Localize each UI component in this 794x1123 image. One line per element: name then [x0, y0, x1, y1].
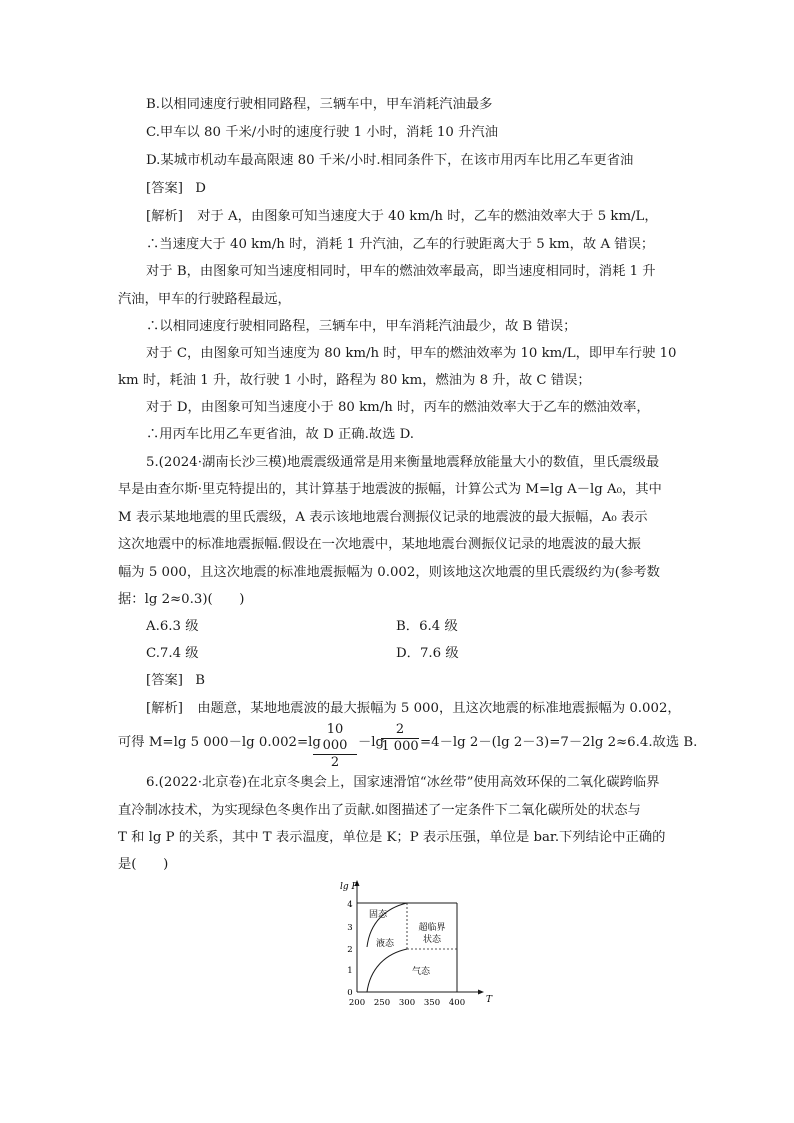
x-tick: 250 [373, 998, 391, 1008]
q5-line-6: 据：lg 2≈0.3)( ) [118, 592, 245, 607]
q5-analysis-line-2b: －lg [358, 735, 385, 750]
x-tick: 350 [423, 998, 441, 1008]
analysis-tag: [解析] [146, 209, 183, 224]
q5-answer-line [146, 671, 205, 690]
q5-answer-value: B [195, 673, 205, 688]
option-b: B.以相同速度行驶相同路程，三辆车中，甲车消耗汽油最多 [146, 97, 493, 112]
x-tick: 400 [448, 998, 466, 1008]
y-tick: 1 [347, 966, 353, 976]
x-axis-label: T [486, 995, 493, 1005]
region-supercritical-label-2: 状态 [422, 935, 442, 945]
fraction-1-denominator: 2 [330, 755, 340, 770]
fraction-1 [313, 722, 357, 771]
analysis-line-8: 对于 D，由图象可知当速度小于 80 km/h 时，丙车的燃油效率大于乙车的燃油效率， [146, 400, 650, 415]
analysis-line-2: ∴当速度大于 40 km/h 时，消耗 1 升汽油，乙车的行驶距离大于 5 km，故 A 错误； [146, 237, 655, 252]
analysis-line-5: ∴以相同速度行驶相同路程，三辆车中，甲车消耗汽油最少，故 B 错误； [146, 319, 577, 334]
fraction-2-numerator: 2 [381, 722, 419, 739]
analysis-line-4: 汽油，甲车的行驶路程最远， [118, 292, 291, 307]
q6-line-3: T 和 lg P 的关系，其中 T 表示温度，单位是 K；P 表示压强，单位是 bar.下列结论中正确的 [118, 830, 666, 845]
x-axis-arrow [478, 990, 484, 995]
q6-line-4: 是( ) [118, 857, 169, 872]
x-tick: 200 [348, 998, 366, 1008]
analysis-line-6: 对于 C，由图象可知当速度为 80 km/h 时，甲车的燃油效率为 10 km/L，即甲车行驶 10 [146, 346, 677, 361]
q5-line-3: M 表示某地地震的里氏震级，A 表示该地地震台测振仪记录的地震波的最大振幅，A₀ 表示 [118, 510, 648, 525]
analysis-text: 对于 A，由图象可知当速度大于 40 km/h 时，乙车的燃油效率大于 5 km/L， [197, 209, 658, 224]
y-tick: 0 [347, 988, 353, 998]
q5-analysis-line-2a: 可得 M=lg 5 000－lg 0.002=lg [118, 735, 321, 750]
option-d: D.某城市机动车最高限速 80 千米/小时.相同条件下，在该市用丙车比用乙车更省油 [146, 153, 634, 168]
y-tick: 3 [347, 923, 353, 933]
q5-option-c: C.7.4 级 [146, 646, 199, 661]
q5-analysis-tag: [解析] [146, 701, 183, 716]
region-solid-label: 固态 [369, 910, 388, 920]
analysis-line-9: ∴用丙车比用乙车更省油，故 D 正确.故选 D. [146, 427, 415, 442]
q5-option-b: B．6.4 级 [396, 619, 458, 634]
fraction-2-denominator: 1 000 [381, 739, 419, 754]
q5-line-4: 这次地震中的标准地震振幅.假设在一次地震中，某地地震台测振仪记录的地震波的最大振 [118, 537, 641, 552]
x-tick: 300 [398, 998, 416, 1008]
phase-diagram [336, 878, 496, 1018]
region-supercritical-label-1: 超临界 [418, 923, 446, 933]
y-tick: 4 [347, 900, 353, 910]
region-liquid-label: 液态 [376, 939, 395, 949]
liquid-gas-curve [367, 949, 407, 992]
q5-line-1: 5.(2024·湖南长沙三模)地震震级通常是用来衡量地震释放能量大小的数值，里氏震级最 [146, 455, 660, 470]
q5-option-d: D．7.6 级 [396, 646, 459, 661]
q5-option-a: A.6.3 级 [146, 619, 199, 634]
answer-line [146, 179, 206, 198]
q5-line-2: 早是由查尔斯·里克特提出的，其计算基于地震波的振幅，计算公式为 M=lg A－lg A₀，其中 [118, 482, 662, 497]
q5-answer-tag: [答案] [146, 673, 183, 688]
y-tick: 2 [347, 945, 353, 955]
answer-tag: [答案] [146, 181, 183, 196]
q5-analysis-text: 由题意，某地地震波的最大振幅为 5 000，且这次地震的标准地震振幅为 0.002， [197, 701, 681, 716]
q5-analysis-line-1 [146, 699, 681, 718]
q5-line-5: 幅为 5 000，且这次地震的标准地震振幅为 0.002，则该地这次地震的里氏震级约为(参考数 [118, 565, 660, 580]
q6-line-1: 6.(2022·北京卷)在北京冬奥会上，国家速滑馆“冰丝带”使用高效环保的二氧化碳跨临界 [146, 775, 660, 790]
y-axis-label: lg P [340, 882, 358, 892]
q6-line-2: 直冷制冰技术，为实现绿色冬奥作出了贡献.如图描述了一定条件下二氧化碳所处的状态与 [118, 803, 641, 818]
region-gas-label: 气态 [412, 967, 431, 977]
answer-value: D [195, 181, 206, 196]
option-c: C.甲车以 80 千米/小时的速度行驶 1 小时，消耗 10 升汽油 [146, 125, 499, 140]
q5-analysis-line-2c: =4－lg 2－(lg 2－3)=7－2lg 2≈6.4.故选 B. [420, 735, 698, 750]
analysis-line-1 [146, 207, 658, 226]
fraction-2 [381, 722, 419, 755]
analysis-line-7: km 时，耗油 1 升，故行驶 1 小时，路程为 80 km，燃油为 8 升，故 C 错误； [118, 373, 591, 388]
analysis-line-3: 对于 B，由图象可知当速度相同时，甲车的燃油效率最高，即当速度相同时，消耗 1 升 [146, 264, 656, 279]
fraction-1-numerator: 10 000 [313, 722, 357, 755]
